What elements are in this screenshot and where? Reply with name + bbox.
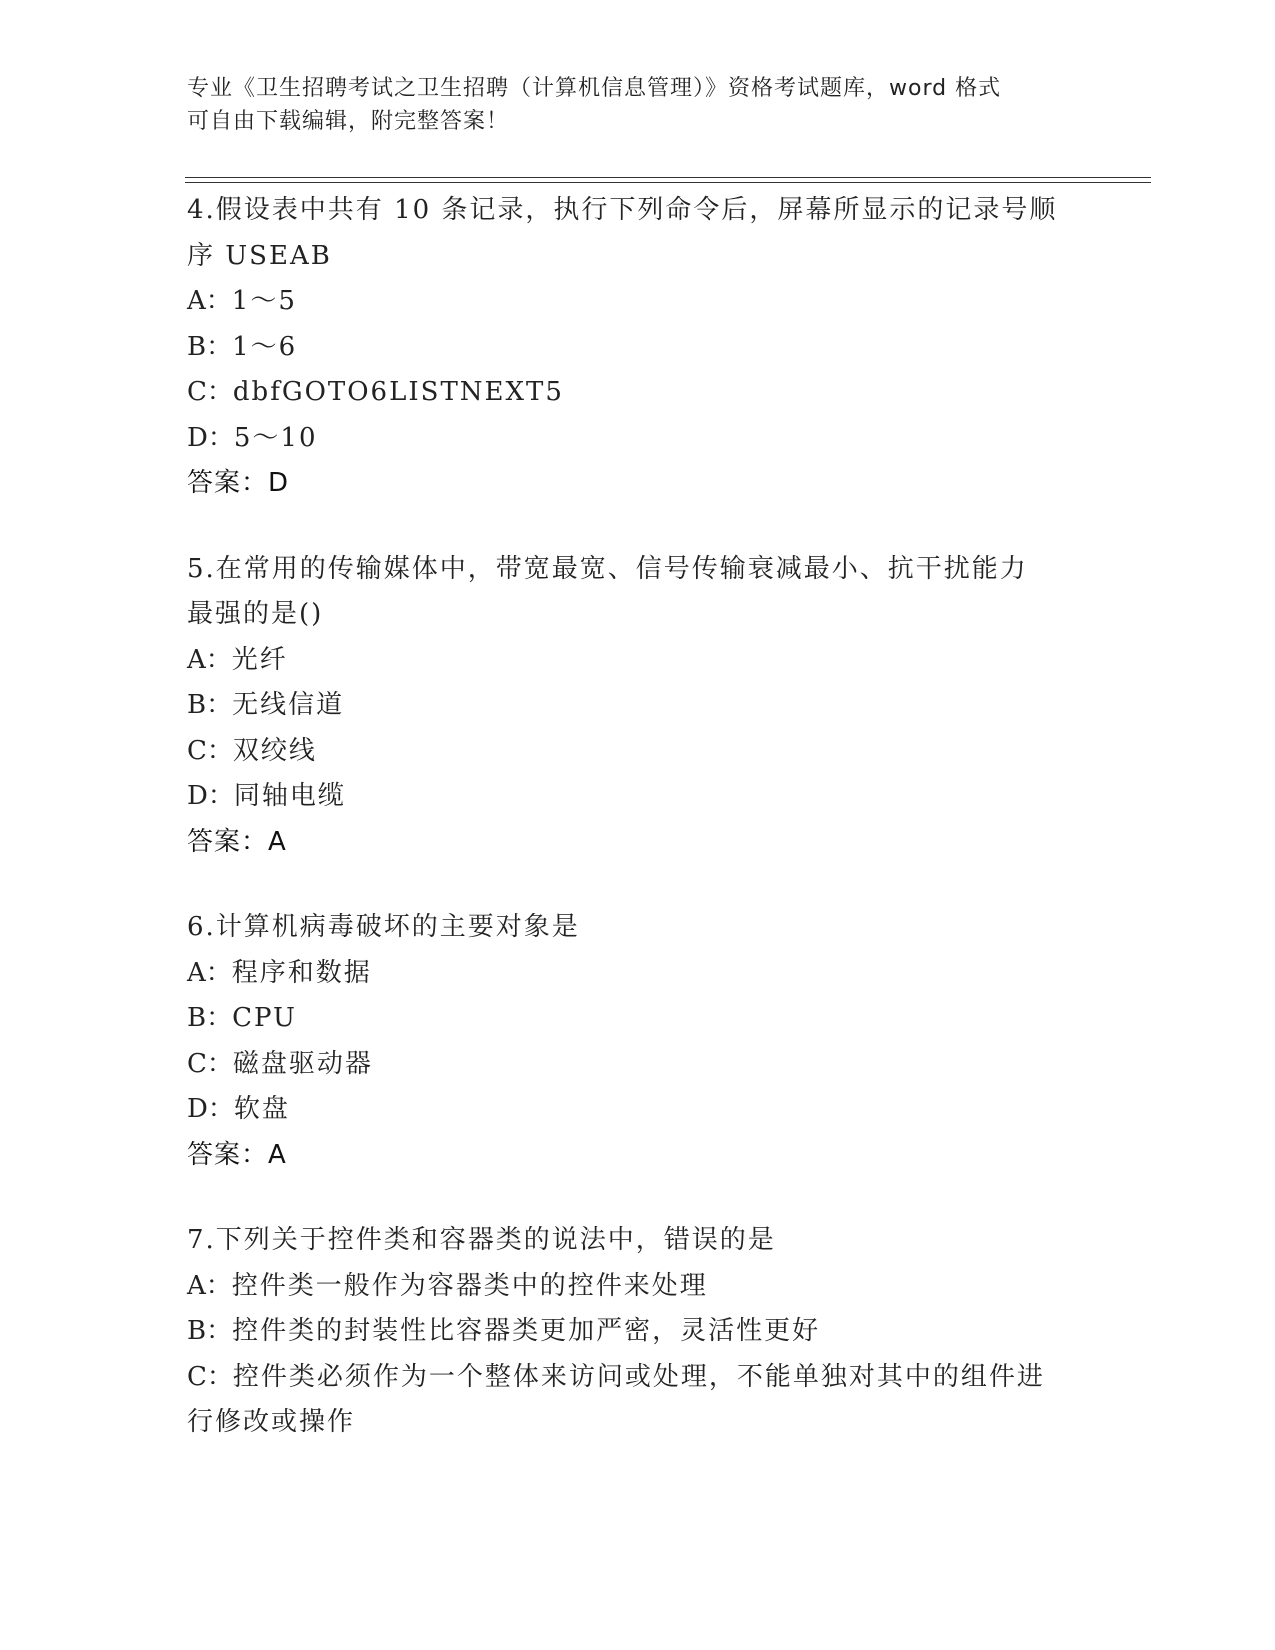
option-text: 软盘 bbox=[233, 1094, 290, 1124]
question-5 bbox=[187, 547, 1087, 866]
option-text: dbfGOTO6LISTNEXT5 bbox=[232, 377, 564, 407]
answer-line: 答案：A bbox=[187, 1139, 287, 1170]
option-text: 1～6 bbox=[232, 331, 298, 362]
option-label: A： bbox=[187, 957, 232, 988]
option-text: 1～5 bbox=[231, 286, 297, 316]
header-divider-bottom bbox=[185, 182, 1151, 183]
option-b bbox=[187, 683, 1087, 729]
document-header bbox=[187, 72, 1087, 138]
option-c bbox=[187, 1042, 1087, 1088]
option-text: 程序和数据 bbox=[231, 957, 372, 988]
header-line-2: 可自由下载编辑，附完整答案！ bbox=[187, 109, 510, 134]
option-text: 无线信道 bbox=[232, 690, 345, 720]
option-text: 同轴电缆 bbox=[233, 781, 346, 811]
option-c bbox=[187, 1355, 1087, 1401]
option-label: D： bbox=[187, 781, 234, 811]
option-text: 控件类必须作为一个整体来访问或处理，不能单独对其中的组件进 bbox=[232, 1361, 1045, 1392]
question-list bbox=[187, 188, 1087, 1486]
option-text: 控件类一般作为容器类中的控件来处理 bbox=[231, 1270, 708, 1301]
option-label: C： bbox=[187, 735, 233, 766]
option-label: B： bbox=[187, 1003, 233, 1033]
option-c bbox=[187, 370, 1087, 416]
option-label: B： bbox=[187, 331, 233, 362]
question-stem: 6.计算机病毒破坏的主要对象是 bbox=[187, 912, 580, 942]
question-6 bbox=[187, 905, 1087, 1178]
option-label: C： bbox=[187, 377, 233, 407]
question-7 bbox=[187, 1218, 1087, 1446]
option-text: CPU bbox=[232, 1003, 297, 1033]
option-label: A： bbox=[187, 286, 232, 316]
question-stem: 4.假设表中共有 10 条记录，执行下列命令后，屏幕所显示的记录号顺 bbox=[187, 195, 1058, 225]
option-label: B： bbox=[187, 690, 233, 720]
option-b bbox=[187, 996, 1087, 1042]
question-stem: 7.下列关于控件类和容器类的说法中，错误的是 bbox=[187, 1225, 776, 1255]
header-divider-top bbox=[185, 177, 1151, 178]
answer-line: 答案：A bbox=[187, 826, 287, 857]
option-label: C： bbox=[187, 1048, 233, 1079]
option-a bbox=[187, 638, 1087, 684]
option-text: 光纤 bbox=[231, 644, 288, 675]
option-label: A： bbox=[187, 644, 232, 675]
option-d bbox=[187, 774, 1087, 820]
question-4 bbox=[187, 188, 1087, 507]
option-d bbox=[187, 416, 1087, 462]
option-a bbox=[187, 1264, 1087, 1310]
question-stem-continued: 最强的是() bbox=[187, 599, 324, 629]
option-text: 磁盘驱动器 bbox=[232, 1048, 373, 1079]
option-b bbox=[187, 1309, 1087, 1355]
option-label: A： bbox=[187, 1270, 232, 1301]
option-b bbox=[187, 325, 1087, 371]
question-stem: 5.在常用的传输媒体中，带宽最宽、信号传输衰减最小、抗干扰能力 bbox=[187, 553, 1028, 584]
option-label: D： bbox=[187, 1094, 234, 1124]
header-line-1: 专业《卫生招聘考试之卫生招聘（计算机信息管理）》资格考试题库，word 格式 bbox=[187, 76, 1002, 101]
option-a bbox=[187, 279, 1087, 325]
option-a bbox=[187, 951, 1087, 997]
answer-line: 答案：D bbox=[187, 468, 290, 498]
option-label: D： bbox=[187, 422, 234, 453]
option-d bbox=[187, 1087, 1087, 1133]
option-text: 控件类的封装性比容器类更加严密，灵活性更好 bbox=[232, 1316, 821, 1346]
option-text: 5～10 bbox=[233, 422, 318, 453]
option-c-continued: 行修改或操作 bbox=[187, 1407, 356, 1437]
option-label: B： bbox=[187, 1316, 233, 1346]
option-label: C： bbox=[187, 1361, 233, 1392]
question-stem-continued: 序 USEAB bbox=[187, 240, 332, 271]
option-text: 双绞线 bbox=[232, 735, 317, 766]
option-c bbox=[187, 729, 1087, 775]
